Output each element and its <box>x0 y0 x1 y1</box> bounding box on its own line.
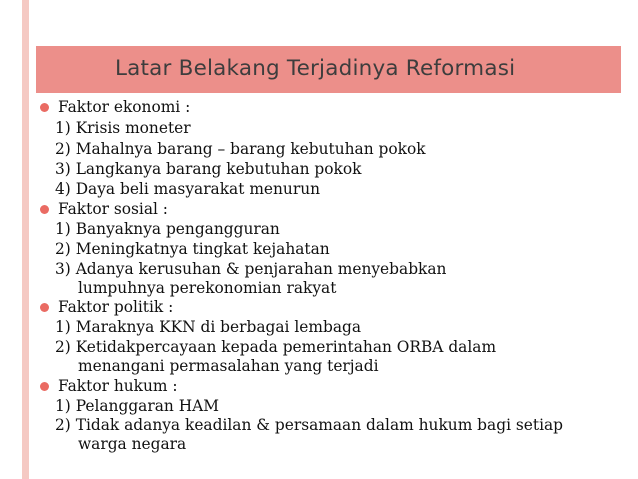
list-item: 3) Adanya kerusuhan & penjarahan menyebabkan <box>55 260 447 278</box>
list-item: 2) Ketidakpercayaan kepada pemerintahan ORBA dalam <box>55 338 497 356</box>
section-heading-hukum: Faktor hukum : <box>58 377 178 395</box>
list-item-continuation: menangani permasalahan yang terjadi <box>78 357 379 375</box>
bullet-icon <box>40 103 49 112</box>
list-item: 1) Krisis moneter <box>55 119 191 137</box>
bullet-icon <box>40 382 49 391</box>
list-item: 1) Pelanggaran HAM <box>55 397 219 415</box>
list-item: 3) Langkanya barang kebutuhan pokok <box>55 160 362 178</box>
list-item-continuation: lumpuhnya perekonomian rakyat <box>78 279 337 297</box>
list-item: 2) Mahalnya barang – barang kebutuhan pokok <box>55 140 426 158</box>
section-heading-politik: Faktor politik : <box>58 298 174 316</box>
bullet-icon <box>40 303 49 312</box>
slide-title: Latar Belakang Terjadinya Reformasi <box>115 56 516 81</box>
list-item: 4) Daya beli masyarakat menurun <box>55 180 321 198</box>
section-heading-ekonomi: Faktor ekonomi : <box>58 98 191 116</box>
list-item: 2) Tidak adanya keadilan & persamaan dalam hukum bagi setiap <box>55 416 564 434</box>
list-item: 1) Maraknya KKN di berbagai lembaga <box>55 318 362 336</box>
bullet-icon <box>40 205 49 214</box>
list-item: 2) Meningkatnya tingkat kejahatan <box>55 240 330 258</box>
section-heading-sosial: Faktor sosial : <box>58 200 168 218</box>
list-item-continuation: warga negara <box>78 435 187 453</box>
list-item: 1) Banyaknya pengangguran <box>55 220 280 238</box>
